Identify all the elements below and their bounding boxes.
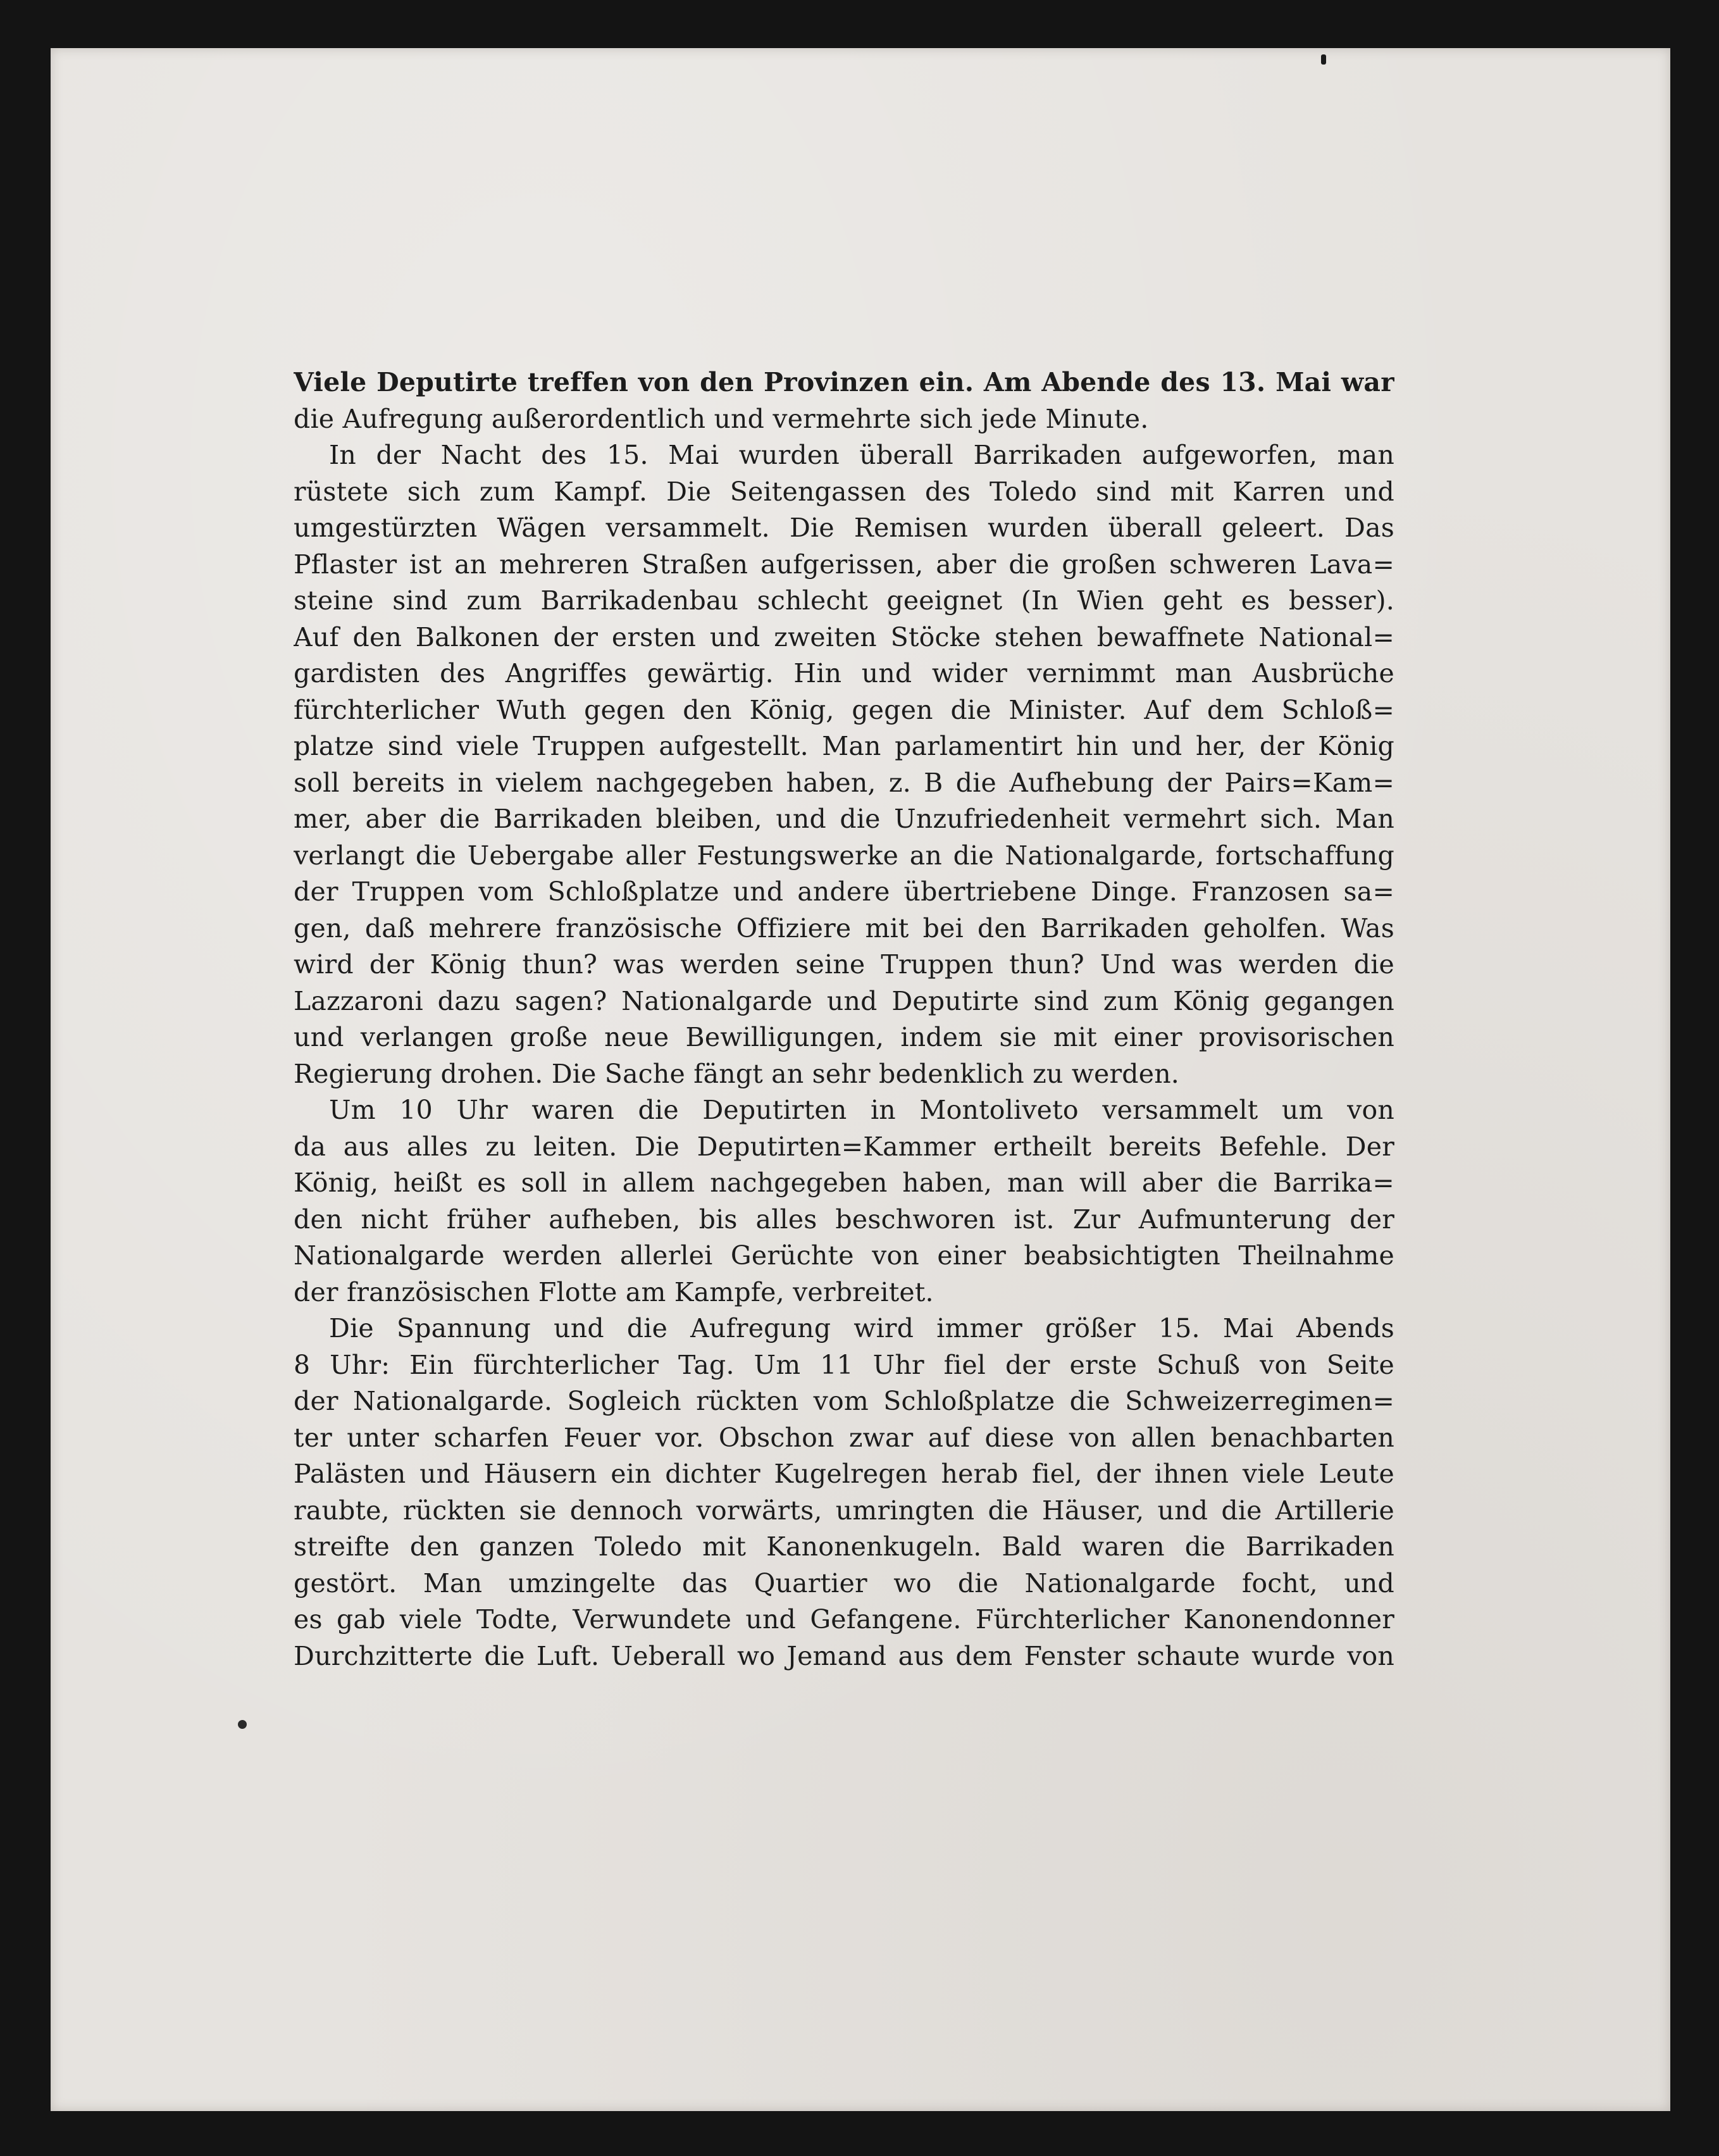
text-line: Pflaster ist an mehreren Straßen aufgerissen, aber die großen schweren Lava=	[294, 549, 1394, 580]
text-line: rüstete sich zum Kampf. Die Seitengassen des Toledo sind mit Karren und	[294, 476, 1394, 507]
text-line: König, heißt es soll in allem nachgegeben haben, man will aber die Barrika=	[294, 1168, 1394, 1198]
text-line: Nationalgarde werden allerlei Gerüchte von einer beabsichtigten Theilnahme	[294, 1240, 1394, 1271]
text-line: gestört. Man umzingelte das Quartier wo die Nationalgarde focht, und	[294, 1567, 1394, 1598]
text-line: Viele Deputirte treffen von den Provinzen ein. Am Abende des 13. Mai war	[294, 367, 1394, 397]
text-line: der Nationalgarde. Sogleich rückten vom Schloßplatze die Schweizerregimen=	[294, 1386, 1394, 1416]
text-line: fürchterlicher Wuth gegen den König, gegen die Minister. Auf dem Schloß=	[294, 694, 1394, 725]
text-line: Regierung drohen. Die Sache fängt an sehr bedenklich zu werden.	[294, 1058, 1180, 1089]
ink-mark	[1321, 54, 1326, 65]
text-line: der Truppen vom Schloßplatze und andere übertriebene Dinge. Franzosen sa=	[294, 876, 1394, 907]
text-line: der französischen Flotte am Kampfe, verbreitet.	[294, 1276, 934, 1307]
text-line: die Aufregung außerordentlich und vermehrte sich jede Minute.	[294, 403, 1149, 434]
ink-dot	[238, 1720, 247, 1729]
text-line: Auf den Balkonen der ersten und zweiten Stöcke stehen bewaffnete National=	[294, 621, 1394, 652]
text-line: mer, aber die Barrikaden bleiben, und die Unzufriedenheit vermehrt sich. Man	[294, 804, 1394, 834]
text-line: umgestürzten Wägen versammelt. Die Remisen wurden überall geleert. Das	[294, 513, 1394, 543]
text-line: 8 Uhr: Ein fürchterlicher Tag. Um 11 Uhr fiel der erste Schuß von Seite	[294, 1349, 1394, 1380]
text-line: ter unter scharfen Feuer vor. Obschon zwar auf diese von allen benachbarten	[294, 1422, 1394, 1453]
text-line: soll bereits in vielem nachgegeben haben, z. B die Aufhebung der Pairs=Kam=	[294, 767, 1394, 798]
body-text	[294, 365, 1394, 1674]
document-page	[51, 48, 1670, 2111]
text-line: gardisten des Angriffes gewärtig. Hin und wider vernimmt man Ausbrüche	[294, 658, 1394, 689]
text-line: In der Nacht des 15. Mai wurden überall Barrikaden aufgeworfen, man	[329, 440, 1394, 470]
text-line: steine sind zum Barrikadenbau schlecht geeignet (In Wien geht es besser).	[294, 585, 1394, 616]
text-line: Lazzaroni dazu sagen? Nationalgarde und Deputirte sind zum König gegangen	[294, 985, 1394, 1016]
text-line: Durchzitterte die Luft. Ueberall wo Jemand aus dem Fenster schaute wurde von	[294, 1640, 1394, 1671]
text-line: es gab viele Todte, Verwundete und Gefangene. Fürchterlicher Kanonendonner	[294, 1604, 1394, 1635]
text-line: streifte den ganzen Toledo mit Kanonenkugeln. Bald waren die Barrikaden	[294, 1531, 1394, 1562]
text-line: wird der König thun? was werden seine Truppen thun? Und was werden die	[294, 949, 1394, 980]
text-line: und verlangen große neue Bewilligungen, indem sie mit einer provisorischen	[294, 1022, 1394, 1052]
text-line: Die Spannung und die Aufregung wird immer größer 15. Mai Abends	[329, 1313, 1394, 1343]
text-line: gen, daß mehrere französische Offiziere mit bei den Barrikaden geholfen. Was	[294, 913, 1394, 944]
text-line: Palästen und Häusern ein dichter Kugelregen herab fiel, der ihnen viele Leute	[294, 1459, 1394, 1489]
text-line: den nicht früher aufheben, bis alles beschworen ist. Zur Aufmunterung der	[294, 1204, 1394, 1235]
text-line: verlangt die Uebergabe aller Festungswerke an die Nationalgarde, fortschaffung	[294, 840, 1394, 871]
text-line: Um 10 Uhr waren die Deputirten in Montoliveto versammelt um von	[329, 1095, 1394, 1125]
text-line: platze sind viele Truppen aufgestellt. Man parlamentirt hin und her, der König	[294, 731, 1394, 761]
text-line: da aus alles zu leiten. Die Deputirten=Kammer ertheilt bereits Befehle. Der	[294, 1131, 1394, 1162]
text-line: raubte, rückten sie dennoch vorwärts, umringten die Häuser, und die Artillerie	[294, 1495, 1394, 1526]
